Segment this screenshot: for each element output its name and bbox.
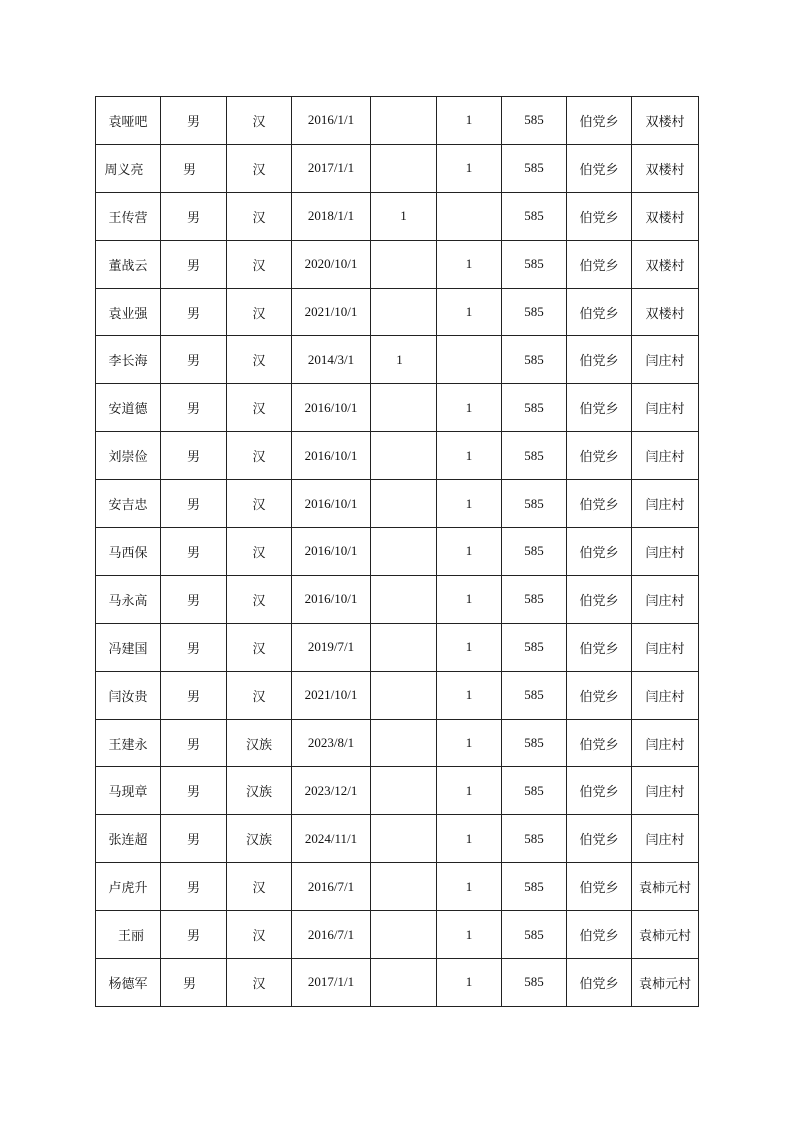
amount-cell: 585 xyxy=(502,671,567,719)
amount-cell: 585 xyxy=(502,623,567,671)
count-a-cell: 1 xyxy=(371,336,437,384)
village-cell: 闫庄村 xyxy=(632,432,699,480)
table-row xyxy=(96,911,699,959)
table-row xyxy=(96,575,699,623)
table-row xyxy=(96,432,699,480)
gender-cell: 男 xyxy=(161,432,227,480)
name-cell: 张连超 xyxy=(96,815,161,863)
village-cell: 闫庄村 xyxy=(632,623,699,671)
date-cell: 2016/10/1 xyxy=(292,480,371,528)
table-row xyxy=(96,863,699,911)
township-cell: 伯党乡 xyxy=(567,288,632,336)
table-row xyxy=(96,959,699,1007)
date-cell: 2016/7/1 xyxy=(292,911,371,959)
township-cell: 伯党乡 xyxy=(567,623,632,671)
table-row xyxy=(96,815,699,863)
amount-cell: 585 xyxy=(502,144,567,192)
table-row xyxy=(96,240,699,288)
village-cell: 闫庄村 xyxy=(632,528,699,576)
gender-cell: 男 xyxy=(161,575,227,623)
ethnicity-cell: 汉 xyxy=(227,911,292,959)
ethnicity-cell: 汉 xyxy=(227,671,292,719)
name-cell: 袁哑吧 xyxy=(96,97,161,145)
count-b-cell: 1 xyxy=(437,240,502,288)
count-a-cell xyxy=(371,959,437,1007)
count-b-cell: 1 xyxy=(437,144,502,192)
amount-cell: 585 xyxy=(502,575,567,623)
village-cell: 闫庄村 xyxy=(632,384,699,432)
name-cell: 王传营 xyxy=(96,192,161,240)
date-cell: 2017/1/1 xyxy=(292,144,371,192)
gender-cell: 男 xyxy=(161,767,227,815)
count-b-cell: 1 xyxy=(437,815,502,863)
township-cell: 伯党乡 xyxy=(567,97,632,145)
gender-cell: 男 xyxy=(161,144,227,192)
village-cell: 双楼村 xyxy=(632,97,699,145)
township-cell: 伯党乡 xyxy=(567,719,632,767)
ethnicity-cell: 汉 xyxy=(227,863,292,911)
township-cell: 伯党乡 xyxy=(567,336,632,384)
amount-cell: 585 xyxy=(502,432,567,480)
count-a-cell xyxy=(371,240,437,288)
ethnicity-cell: 汉 xyxy=(227,97,292,145)
count-b-cell: 1 xyxy=(437,767,502,815)
date-cell: 2016/10/1 xyxy=(292,528,371,576)
count-b-cell: 1 xyxy=(437,528,502,576)
count-a-cell xyxy=(371,144,437,192)
name-cell: 刘崇俭 xyxy=(96,432,161,480)
table-row xyxy=(96,671,699,719)
count-a-cell xyxy=(371,528,437,576)
township-cell: 伯党乡 xyxy=(567,959,632,1007)
name-cell: 周义亮 xyxy=(96,144,161,192)
amount-cell: 585 xyxy=(502,959,567,1007)
village-cell: 闫庄村 xyxy=(632,671,699,719)
amount-cell: 585 xyxy=(502,911,567,959)
village-cell: 双楼村 xyxy=(632,240,699,288)
name-cell: 王丽 xyxy=(96,911,161,959)
count-a-cell xyxy=(371,480,437,528)
name-cell: 袁业强 xyxy=(96,288,161,336)
count-b-cell: 1 xyxy=(437,288,502,336)
ethnicity-cell: 汉族 xyxy=(227,719,292,767)
name-cell: 马永高 xyxy=(96,575,161,623)
date-cell: 2021/10/1 xyxy=(292,288,371,336)
count-b-cell: 1 xyxy=(437,863,502,911)
date-cell: 2021/10/1 xyxy=(292,671,371,719)
amount-cell: 585 xyxy=(502,240,567,288)
table-row xyxy=(96,767,699,815)
gender-cell: 男 xyxy=(161,671,227,719)
count-b-cell: 1 xyxy=(437,97,502,145)
gender-cell: 男 xyxy=(161,623,227,671)
count-a-cell xyxy=(371,384,437,432)
count-b-cell: 1 xyxy=(437,911,502,959)
ethnicity-cell: 汉 xyxy=(227,575,292,623)
village-cell: 袁柿元村 xyxy=(632,959,699,1007)
ethnicity-cell: 汉 xyxy=(227,480,292,528)
amount-cell: 585 xyxy=(502,863,567,911)
date-cell: 2016/1/1 xyxy=(292,97,371,145)
date-cell: 2024/11/1 xyxy=(292,815,371,863)
village-cell: 闫庄村 xyxy=(632,815,699,863)
count-a-cell: 1 xyxy=(371,192,437,240)
township-cell: 伯党乡 xyxy=(567,480,632,528)
amount-cell: 585 xyxy=(502,480,567,528)
amount-cell: 585 xyxy=(502,815,567,863)
count-b-cell: 1 xyxy=(437,480,502,528)
table-row xyxy=(96,192,699,240)
gender-cell: 男 xyxy=(161,384,227,432)
gender-cell: 男 xyxy=(161,959,227,1007)
amount-cell: 585 xyxy=(502,384,567,432)
name-cell: 安吉忠 xyxy=(96,480,161,528)
table-row xyxy=(96,97,699,145)
date-cell: 2018/1/1 xyxy=(292,192,371,240)
name-cell: 李长海 xyxy=(96,336,161,384)
date-cell: 2016/7/1 xyxy=(292,863,371,911)
date-cell: 2016/10/1 xyxy=(292,575,371,623)
village-cell: 闫庄村 xyxy=(632,575,699,623)
amount-cell: 585 xyxy=(502,719,567,767)
date-cell: 2023/12/1 xyxy=(292,767,371,815)
township-cell: 伯党乡 xyxy=(567,144,632,192)
village-cell: 双楼村 xyxy=(632,144,699,192)
name-cell: 安道德 xyxy=(96,384,161,432)
count-a-cell xyxy=(371,288,437,336)
amount-cell: 585 xyxy=(502,336,567,384)
count-b-cell: 1 xyxy=(437,959,502,1007)
table-row xyxy=(96,623,699,671)
ethnicity-cell: 汉 xyxy=(227,528,292,576)
count-a-cell xyxy=(371,719,437,767)
table-row xyxy=(96,480,699,528)
township-cell: 伯党乡 xyxy=(567,192,632,240)
gender-cell: 男 xyxy=(161,863,227,911)
count-b-cell: 1 xyxy=(437,719,502,767)
gender-cell: 男 xyxy=(161,192,227,240)
gender-cell: 男 xyxy=(161,911,227,959)
name-cell: 马现章 xyxy=(96,767,161,815)
count-b-cell xyxy=(437,192,502,240)
gender-cell: 男 xyxy=(161,288,227,336)
date-cell: 2017/1/1 xyxy=(292,959,371,1007)
village-cell: 闫庄村 xyxy=(632,767,699,815)
table-row xyxy=(96,288,699,336)
gender-cell: 男 xyxy=(161,336,227,384)
ethnicity-cell: 汉 xyxy=(227,240,292,288)
name-cell: 杨德军 xyxy=(96,959,161,1007)
village-cell: 袁柿元村 xyxy=(632,911,699,959)
date-cell: 2016/10/1 xyxy=(292,384,371,432)
count-a-cell xyxy=(371,97,437,145)
count-a-cell xyxy=(371,432,437,480)
count-b-cell: 1 xyxy=(437,623,502,671)
count-a-cell xyxy=(371,767,437,815)
township-cell: 伯党乡 xyxy=(567,384,632,432)
village-cell: 闫庄村 xyxy=(632,719,699,767)
township-cell: 伯党乡 xyxy=(567,432,632,480)
table-row xyxy=(96,528,699,576)
ethnicity-cell: 汉 xyxy=(227,144,292,192)
township-cell: 伯党乡 xyxy=(567,767,632,815)
amount-cell: 585 xyxy=(502,767,567,815)
ethnicity-cell: 汉 xyxy=(227,623,292,671)
township-cell: 伯党乡 xyxy=(567,528,632,576)
gender-cell: 男 xyxy=(161,480,227,528)
count-a-cell xyxy=(371,863,437,911)
count-a-cell xyxy=(371,575,437,623)
table-row xyxy=(96,719,699,767)
amount-cell: 585 xyxy=(502,528,567,576)
table-row xyxy=(96,336,699,384)
count-b-cell: 1 xyxy=(437,432,502,480)
table-row xyxy=(96,144,699,192)
ethnicity-cell: 汉族 xyxy=(227,815,292,863)
gender-cell: 男 xyxy=(161,815,227,863)
amount-cell: 585 xyxy=(502,288,567,336)
name-cell: 马西保 xyxy=(96,528,161,576)
gender-cell: 男 xyxy=(161,240,227,288)
township-cell: 伯党乡 xyxy=(567,575,632,623)
ethnicity-cell: 汉 xyxy=(227,384,292,432)
amount-cell: 585 xyxy=(502,192,567,240)
township-cell: 伯党乡 xyxy=(567,671,632,719)
table-row xyxy=(96,384,699,432)
count-a-cell xyxy=(371,623,437,671)
gender-cell: 男 xyxy=(161,528,227,576)
village-cell: 闫庄村 xyxy=(632,480,699,528)
village-cell: 双楼村 xyxy=(632,288,699,336)
date-cell: 2019/7/1 xyxy=(292,623,371,671)
count-b-cell: 1 xyxy=(437,575,502,623)
roster-body xyxy=(96,97,699,1007)
roster-table xyxy=(95,96,699,1007)
name-cell: 董战云 xyxy=(96,240,161,288)
name-cell: 闫汝贵 xyxy=(96,671,161,719)
village-cell: 双楼村 xyxy=(632,192,699,240)
gender-cell: 男 xyxy=(161,719,227,767)
count-a-cell xyxy=(371,671,437,719)
gender-cell: 男 xyxy=(161,97,227,145)
date-cell: 2014/3/1 xyxy=(292,336,371,384)
count-b-cell xyxy=(437,336,502,384)
count-b-cell: 1 xyxy=(437,671,502,719)
village-cell: 袁柿元村 xyxy=(632,863,699,911)
date-cell: 2020/10/1 xyxy=(292,240,371,288)
ethnicity-cell: 汉 xyxy=(227,959,292,1007)
count-a-cell xyxy=(371,815,437,863)
name-cell: 卢虎升 xyxy=(96,863,161,911)
count-b-cell: 1 xyxy=(437,384,502,432)
date-cell: 2016/10/1 xyxy=(292,432,371,480)
amount-cell: 585 xyxy=(502,97,567,145)
ethnicity-cell: 汉 xyxy=(227,288,292,336)
ethnicity-cell: 汉 xyxy=(227,336,292,384)
name-cell: 冯建国 xyxy=(96,623,161,671)
ethnicity-cell: 汉族 xyxy=(227,767,292,815)
township-cell: 伯党乡 xyxy=(567,911,632,959)
township-cell: 伯党乡 xyxy=(567,815,632,863)
ethnicity-cell: 汉 xyxy=(227,432,292,480)
name-cell: 王建永 xyxy=(96,719,161,767)
township-cell: 伯党乡 xyxy=(567,863,632,911)
village-cell: 闫庄村 xyxy=(632,336,699,384)
count-a-cell xyxy=(371,911,437,959)
ethnicity-cell: 汉 xyxy=(227,192,292,240)
township-cell: 伯党乡 xyxy=(567,240,632,288)
date-cell: 2023/8/1 xyxy=(292,719,371,767)
